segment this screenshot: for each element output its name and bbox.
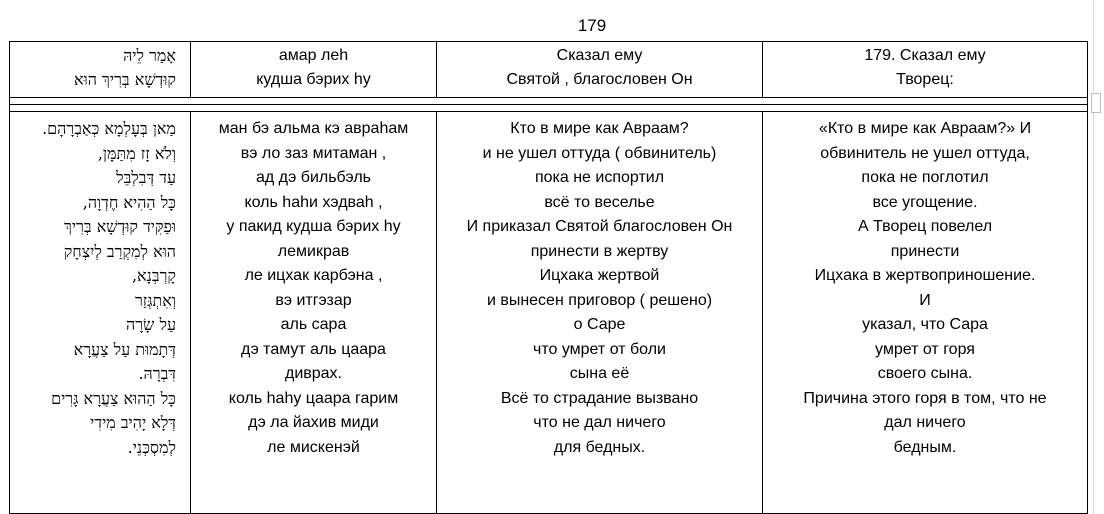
body-translation-line: Ицхака в жертвоприношение.	[814, 267, 1036, 284]
body-literal-line: пока не испортил	[534, 169, 665, 186]
body-translit-line: вэ итгэзар	[275, 291, 352, 309]
interlinear-table	[9, 41, 1088, 514]
header-translation-cell	[763, 42, 1088, 98]
body-translation-line: принести	[890, 242, 960, 260]
body-literal-cell	[437, 112, 763, 514]
body-translation-line: дал ничего	[884, 414, 966, 431]
body-translit-line: лемикрав	[277, 242, 350, 260]
body-translit-line: дэ тамут аль цаара	[241, 340, 386, 358]
body-translit-cell	[191, 112, 437, 514]
header-row	[10, 42, 1088, 98]
body-translit-line: аль сара	[280, 316, 347, 333]
body-translation-line: И	[919, 291, 931, 309]
body-literal-line: и вынесен приговор ( решено)	[486, 291, 713, 309]
body-hebrew-line: כָּל הַהוּא צַעֲרָא גָּרִים	[51, 388, 176, 408]
header-hebrew-line-1: אָמַר לֵיהּ	[123, 46, 176, 65]
body-translation-line: «Кто в мире как Авраам?» И	[818, 120, 1032, 137]
body-translation-cell	[763, 112, 1088, 514]
separator-cell	[10, 98, 1088, 105]
header-literal-line-2: Святой , благословен Он	[506, 71, 693, 88]
body-translation-line: Причина этого горя в том, что не	[803, 389, 1047, 407]
body-hebrew-line: קָרְבְּנָא,	[131, 266, 176, 285]
header-hebrew-line-2: קוּדְשָׁא בְּרִיךְ הוּא	[74, 70, 176, 89]
body-literal-line: принести в жертву	[530, 242, 669, 260]
body-translit-line: ад дэ бильбэль	[255, 169, 372, 186]
body-translation-line: А Творец повелел	[857, 218, 993, 235]
body-hebrew-cell	[10, 112, 191, 514]
body-translit-line: ман бэ альма кэ авраhам	[218, 120, 409, 137]
header-translation-line-2: Творец:	[896, 71, 954, 88]
body-hebrew-line: וְלֹא זָז מִתַּמָּן,	[97, 143, 176, 163]
page-number: 179	[577, 16, 607, 35]
body-translit-line: коль hahи хэдваh ,	[244, 193, 383, 211]
page-edge-marker	[1091, 93, 1101, 113]
body-translation-line: бедным.	[893, 438, 957, 456]
body-literal-line: что не дал ничего	[533, 414, 666, 431]
body-literal-line: и не ушел оттуда ( обвинитель)	[482, 144, 717, 162]
body-hebrew-line: וּפַקִּיד קוּדְשָׁא בְּרִיךְ	[63, 217, 176, 236]
body-hebrew-line: דִּבְרָהּ.	[138, 364, 176, 383]
body-literal-line: Всё то страдание вызвано	[500, 389, 699, 407]
header-translit-cell	[191, 42, 437, 98]
body-hebrew-line: מַאן בְּעָלְמָא כְּאַבְרָהָם.	[42, 119, 176, 138]
body-translit-line: у пакид кудша бэрих hу	[226, 218, 401, 235]
body-literal-line: И приказал Святой благословен Он	[466, 218, 733, 235]
body-hebrew-line: עַל שָׂרָה	[125, 315, 176, 334]
body-hebrew-line: לְמִסְכְּנֵי.	[127, 437, 176, 457]
body-translit-line: ле ицхак карбэна ,	[244, 267, 383, 284]
body-translit-line: ле мискенэй	[267, 438, 360, 456]
separator-row	[10, 105, 1088, 112]
header-hebrew-cell	[10, 42, 191, 98]
body-translation-line: все угощение.	[872, 193, 978, 211]
body-hebrew-line: עַד דְּבִלְבֵּל	[116, 168, 176, 187]
body-hebrew-line: וְאִתְגְּזַר	[134, 290, 176, 310]
separator-row	[10, 98, 1088, 105]
body-literal-line: всё то веселье	[544, 193, 655, 211]
body-hebrew-line: הוּא לְמִקְרַב לְיִצְחָק	[63, 241, 176, 261]
body-translit-line: диврах.	[284, 365, 342, 382]
body-translation-line: обвинитель не ушел оттуда,	[820, 144, 1030, 162]
body-translation-line: пока не поглотил	[861, 169, 989, 186]
body-literal-line: о Саре	[573, 316, 626, 333]
header-literal-cell	[437, 42, 763, 98]
separator-cell	[10, 105, 1088, 112]
body-translit-line: вэ ло заз митаман ,	[240, 144, 387, 162]
body-hebrew-line: דְּלָא יָהִיב מִידִי	[90, 413, 176, 432]
body-literal-line: Кто в мире как Авраам?	[510, 120, 689, 137]
body-literal-line: Ицхака жертвой	[539, 267, 660, 284]
body-translit-line: коль hahу цаара гарим	[228, 389, 399, 407]
page-edge	[1093, 0, 1104, 514]
header-translit-line-1: амар леh	[278, 47, 349, 64]
body-hebrew-line: דְּתָמוּת עַל צַעֲרָא	[73, 339, 176, 359]
body-translation-line: умрет от горя	[875, 340, 975, 358]
body-translation-line: указал, что Сара	[862, 316, 988, 333]
header-literal-line-1: Сказал ему	[556, 47, 643, 64]
header-translation-line-1: 179. Сказал ему	[864, 47, 986, 64]
body-translation-line: своего сына.	[877, 365, 973, 382]
body-literal-line: для бедных.	[553, 438, 646, 456]
body-translit-line: дэ ла йахив миди	[248, 414, 379, 431]
body-hebrew-line: כָּל הַהִיא חֶדְוָה,	[82, 192, 176, 212]
header-translit-line-2: кудша бэрих hу	[256, 71, 371, 88]
body-literal-line: что умрет от боли	[533, 340, 666, 358]
body-row	[10, 112, 1088, 514]
body-literal-line: сына её	[569, 365, 630, 382]
